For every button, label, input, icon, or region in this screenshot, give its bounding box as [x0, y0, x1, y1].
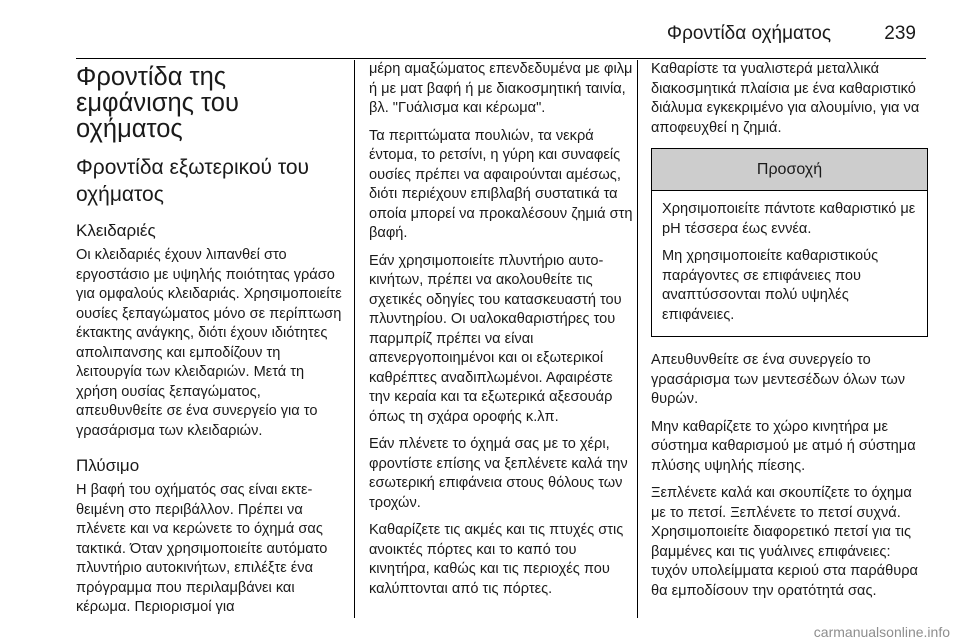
caution-title: Προσοχή: [652, 149, 927, 191]
paragraph: Απευθυνθείτε σε ένα συνεργείο το γρασάρισμα των μεντεσέδων όλων των θυρών.: [651, 352, 906, 407]
caution-box: [651, 148, 928, 337]
paragraph-intro: Καθαρίστε τα γυαλιστερά μεταλλικά διακοσμητικά πλαίσια με ένα καθαριστικό διάλυμα εγκεκριμένο για αλουμίνιο, για να αποφευχθεί η ζημιά.: [651, 61, 920, 136]
column-divider: [637, 60, 638, 618]
page-title: Φροντίδα της εμφάνισης του οχήματος: [76, 63, 239, 143]
column-divider: [354, 60, 355, 618]
section-title: Φροντίδα εξωτερικού του οχήματος: [76, 156, 310, 206]
paragraph: Εάν πλένετε το όχημά σας με το χέρι, φροντίστε επίσης να ξεπλένετε καλά την εσωτερική επιφάνεια στους θόλους των τροχών.: [369, 436, 628, 511]
subheading-locks: Κλειδαριές: [76, 221, 156, 240]
page-number: 239: [884, 23, 916, 44]
paragraph-washing: Η βαφή του οχήματός σας είναι εκτεθειμένη στο περιβάλλον. Πρέπει να πλένετε και να κερώνετε το όχημά σας τακτικά. Όταν χρησιμοποιείτε αυτόματο πλυντήριο αυτοκινήτων, επιλέξτε ένα πρόγραμμα που περιλαμβάνει και κέρωμα. Περιορισμοί για: [76, 482, 328, 615]
column-2: [369, 60, 637, 607]
footer-watermark: carmanualsonline.info: [813, 624, 950, 640]
column-3: [651, 60, 928, 609]
caution-paragraph: Χρησιμοποιείτε πάντοτε καθαριστικό με pH τέσσερα έως εννέα.: [662, 201, 916, 237]
paragraph: μέρη αμαξώματος επενδεδυμένα με φιλμ ή με ματ βαφή ή με διακοσμητική ταινία, βλ. "Γυάλισμα και κέρωμα".: [369, 61, 633, 116]
page-header: [76, 0, 926, 59]
paragraph: Τα περιττώματα πουλιών, τα νεκρά έντομα, το ρετσίνι, η γύρη και συναφείς ουσίες πρέπει να αφαιρούνται αμέσως, διότι περιέχουν επιβλαβή συστατικά τα οποία μπορεί να προκαλέσουν ζημιά στη βαφή.: [369, 127, 633, 241]
subheading-washing: Πλύσιμο: [76, 456, 140, 475]
column-1: [76, 60, 344, 626]
paragraph: Καθαρίζετε τις ακμές και τις πτυχές στις ανοικτές πόρτες και το καπό του κινητήρα, καθώς και τις περιοχές που καλύπτονται από τις πόρτες.: [369, 522, 624, 597]
paragraph: Εάν χρησιμοποιείτε πλυντήριο αυτοκινήτων, πρέπει να ακολουθείτε τις σχετικές οδηγίες του κατασκευαστή του πλυντηρίου. Οι υαλοκαθαριστήρες του παρμπρίζ πρέπει να είναι απενεργοποιημένοι και οι εξωτερικοί καθρέπτες αναδιπλωμένοι. Αφαιρέστε την κεραία και τα εξωτερικά αξεσουάρ όπως τη σχάρα οροφής κ.λπ.: [369, 252, 622, 425]
paragraph: Ξεπλένετε καλά και σκουπίζετε το όχημα με το πετσί. Ξεπλένετε το πετσί συχνά. Χρησιμοποιείτε διαφορετικό πετσί για τις βαμμένες και τις γυάλινες επιφάνειες: τυχόν υπολείμματα κεριού στα παράθυρα θα εμποδίσουν την ορατότητά σας.: [651, 485, 918, 599]
caution-paragraph: Μη χρησιμοποιείτε καθαριστικούς παράγοντες σε επιφάνειες που αναπτύσσονται πολύ υψηλές επιφάνειες.: [662, 248, 879, 323]
header-title: Φροντίδα οχήματος: [666, 23, 831, 44]
paragraph: Μην καθαρίζετε το χώρο κινητήρα με σύστημα καθαρισμού με ατμό ή σύστημα πλύσης υψηλής πίεσης.: [651, 418, 916, 474]
caution-body: [652, 191, 927, 336]
paragraph-locks: Οι κλειδαριές έχουν λιπανθεί στο εργοστάσιο με υψηλής ποιότητας γράσο για ομφαλούς κλειδαριάς. Χρησιμοποιείτε ουσίες ξεπαγώματος μόνο σε περίπτωση έκτακτης ανάγκης, διότι έχουν ιδιότητες απολιπανσης και εμποδίζουν τη λειτουργία των κλειδαριών. Μετά τη χρήση ουσίας ξεπαγώματος, απευθυνθείτε σε ένα συνεργείο για το γρασάρισμα των κλειδαριών.: [76, 247, 342, 439]
